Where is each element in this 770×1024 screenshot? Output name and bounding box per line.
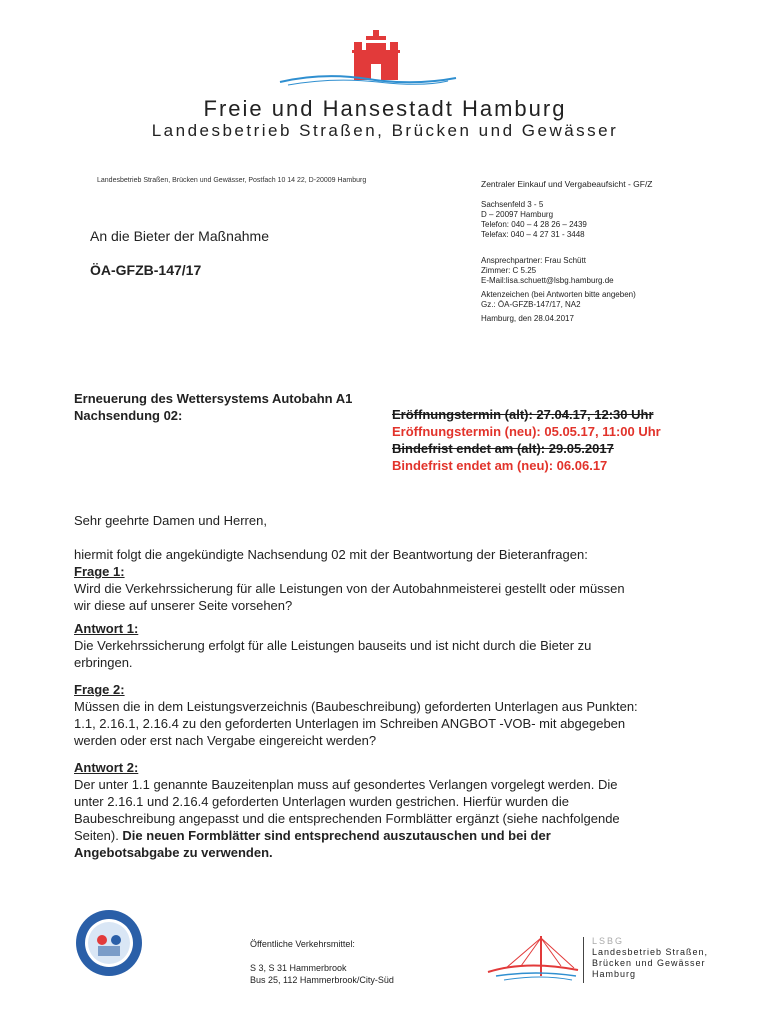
reference-value: Gz.: ÖA-GFZB-147/17, NA2 — [481, 300, 581, 309]
room: Zimmer: C 5.25 — [481, 266, 537, 275]
recipient: An die Bieter der Maßnahme — [90, 228, 269, 244]
logo-text-line: Landesbetrieb Straßen, — [592, 947, 709, 957]
logo-text-line: Brücken und Gewässer — [592, 958, 706, 968]
answer-1-block — [74, 620, 674, 671]
logo-abbreviation: LSBG — [592, 936, 625, 946]
binding-date-new: Bindefrist endet am (neu): 06.06.17 — [392, 458, 608, 473]
dates-block — [392, 406, 661, 474]
binding-date-old: Bindefrist endet am (alt): 29.05.2017 — [392, 441, 614, 456]
answer-2-label: Antwort 2: — [74, 760, 139, 775]
answer-2-text-emphasis: Die neuen Formblätter sind entsprechend auszutauschen und bei der — [122, 828, 551, 843]
logo-text-line: Hamburg — [592, 969, 637, 979]
reference-block — [481, 290, 636, 310]
address-line: Sachsenfeld 3 - 5 — [481, 200, 544, 209]
transport-line: Bus 25, 112 Hammerbrook/City-Süd — [250, 975, 394, 985]
question-1-label: Frage 1: — [74, 564, 125, 579]
footer-divider — [583, 937, 584, 983]
fax: Telefax: 040 – 4 27 31 - 3448 — [481, 230, 585, 239]
org-title: Freie und Hansestadt Hamburg — [203, 96, 567, 121]
question-2-label: Frage 2: — [74, 682, 125, 697]
contact-block — [481, 256, 614, 286]
answer-2-text-emphasis: Angebotsabgabe zu verwenden. — [74, 845, 273, 860]
salutation: Sehr geehrte Damen und Herren, — [74, 513, 267, 528]
question-2-text: Müssen die in dem Leistungsverzeichnis (Baubeschreibung) geforderten Unterlagen aus Punkten: — [74, 699, 638, 714]
transport-label: Öffentliche Verkehrsmittel: — [250, 939, 355, 949]
subject-line: Nachsendung 02: — [74, 408, 183, 423]
answer-2-text — [74, 827, 674, 844]
wave-icon — [278, 72, 458, 86]
answer-2-text: unter 2.16.1 und 2.16.4 geforderten Unterlagen wurden gestrichen. Hierfür wurden die — [74, 794, 570, 809]
letter-date: Hamburg, den 28.04.2017 — [481, 314, 574, 323]
transport-info — [250, 938, 394, 986]
bridge-logo-icon — [486, 930, 581, 982]
question-2-text: 1.1, 2.16.1, 2.16.4 zu den geforderten Unterlagen im Schreiben ANGBOT -VOB- mit abgegeben — [74, 716, 626, 731]
subject — [74, 390, 352, 424]
answer-2-text: Der unter 1.1 genannte Bauzeitenplan muss auf gesondertes Verlangen vorgelegt werden. Die — [74, 777, 618, 792]
reference-number: ÖA-GFZB-147/17 — [90, 262, 202, 278]
phone: Telefon: 040 – 4 28 26 – 2439 — [481, 220, 587, 229]
answer-2-text-part: Seiten). — [74, 828, 123, 843]
answer-2-text: Baubeschreibung angepasst und die entsprechenden Formblätter ergänzt (siehe nachfolgende — [74, 811, 620, 826]
answer-1-text: erbringen. — [74, 655, 133, 670]
seal-icon — [74, 908, 144, 978]
question-1-text: Wird die Verkehrssicherung für alle Leistungen von der Autobahnmeisterei gestellt oder müssen — [74, 581, 625, 596]
footer-logo-text — [592, 936, 708, 980]
sender-line: Landesbetrieb Straßen, Brücken und Gewässer, Postfach 10 14 22, D-20009 Hamburg — [97, 177, 367, 184]
subject-line: Erneuerung des Wettersystems Autobahn A1 — [74, 391, 353, 406]
transport-line: S 3, S 31 Hammerbrook — [250, 963, 347, 973]
question-1-text: wir diese auf unserer Seite vorsehen? — [74, 598, 293, 613]
answer-2-block — [74, 759, 674, 861]
department: Zentraler Einkauf und Vergabeaufsicht - GF/Z — [481, 179, 653, 189]
answer-1-label: Antwort 1: — [74, 621, 139, 636]
address-line: D – 20097 Hamburg — [481, 210, 554, 219]
opening-date-old: Eröffnungstermin (alt): 27.04.17, 12:30 Uhr — [392, 407, 654, 422]
answer-1-text: Die Verkehrssicherung erfolgt für alle Leistungen bauseits und ist nicht durch die Bieter zu — [74, 638, 592, 653]
reference-label: Aktenzeichen (bei Antworten bitte angeben) — [481, 290, 636, 299]
spacer — [250, 950, 394, 962]
question-2-block — [74, 681, 674, 749]
intro-text: hiermit folgt die angekündigte Nachsendung 02 mit der Beantwortung der Bieteranfragen: — [74, 547, 588, 562]
question-2-text: werden oder erst nach Vergabe eingereicht werden? — [74, 733, 377, 748]
address-block — [481, 200, 587, 240]
question-1-block — [74, 546, 674, 614]
contact-person: Ansprechpartner: Frau Schütt — [481, 256, 586, 265]
org-subtitle: Landesbetrieb Straßen, Brücken und Gewässer — [151, 121, 619, 140]
opening-date-new: Eröffnungstermin (neu): 05.05.17, 11:00 Uhr — [392, 424, 661, 439]
email: E-Mail:lisa.schuett@lsbg.hamburg.de — [481, 276, 614, 285]
